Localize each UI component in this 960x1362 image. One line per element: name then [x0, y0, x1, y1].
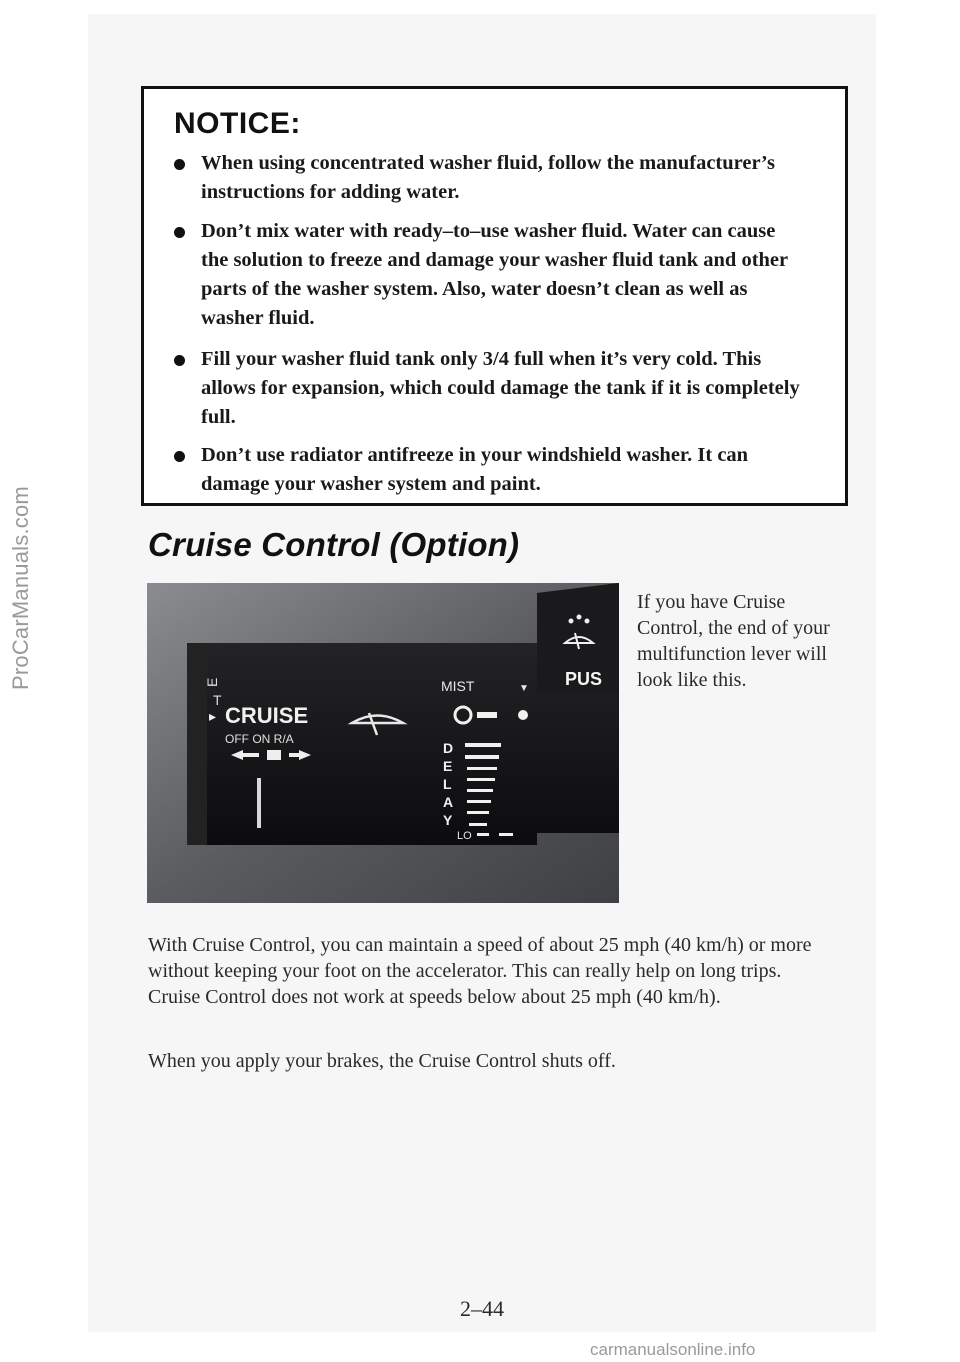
delay-letter: E: [443, 758, 453, 774]
et-label: E: [204, 677, 220, 687]
cruise-lever-photo: [147, 583, 619, 903]
lo-label: LO: [457, 830, 472, 842]
paragraph: When you apply your brakes, the Cruise Control shuts off.: [148, 1050, 616, 1072]
notice-item: [174, 149, 804, 207]
section-title: Cruise Control (Option): [148, 526, 520, 563]
notice-item-text: Don’t use radiator antifreeze in your windshield washer. It can damage your washer system and paint.: [201, 444, 749, 495]
cruise-label: CRUISE: [225, 703, 309, 728]
svg-text:▼: ▼: [519, 683, 529, 694]
mist-label: MIST: [441, 678, 475, 694]
notice-item: [174, 441, 804, 499]
notice-title: NOTICE:: [174, 107, 301, 140]
side-watermark: ProCarManuals.com: [8, 486, 33, 690]
notice-box: [141, 86, 848, 506]
bullet-icon: [174, 159, 185, 170]
delay-letter: A: [443, 794, 454, 810]
notice-item-text: Don’t mix water with ready–to–use washer fluid. Water can cause the solution to freeze and damage your washer fluid tank and other parts of the washer system. Also, water doesn’t clean as well as washer fluid.: [201, 220, 788, 329]
notice-item-text: When using concentrated washer fluid, follow the manufacturer’s instructions for adding water.: [201, 152, 775, 203]
bullet-icon: [174, 355, 185, 366]
paragraph: With Cruise Control, you can maintain a speed of about 25 mph (40 km/h) or more without keeping your foot on the accelerator. This can really help on long trips. Cruise Control does not work at speeds below about 25 mph (40 km/h).: [148, 934, 812, 1008]
delay-letter: L: [443, 776, 452, 792]
svg-text:▸: ▸: [209, 708, 217, 724]
figure-caption: If you have Cruise Control, the end of your multifunction lever will look like this.: [637, 591, 830, 691]
notice-item-text: Fill your washer fluid tank only 3/4 full when it’s very cold. This allows for expansion, which could damage the tank if it is completely full.: [201, 348, 800, 428]
delay-letter: D: [443, 740, 454, 756]
et-label: T: [213, 692, 222, 708]
page-number: 2–44: [460, 1296, 504, 1321]
lever-illustration: [147, 583, 619, 903]
bullet-icon: [174, 451, 185, 462]
notice-item: [174, 345, 804, 432]
cruise-modes-label: OFF ON R/A: [225, 732, 294, 746]
bullet-icon: [174, 227, 185, 238]
footer-watermark: carmanualsonline.info: [590, 1340, 756, 1359]
push-label: PUS: [565, 669, 603, 689]
notice-item: [174, 217, 804, 333]
delay-letter: Y: [443, 812, 453, 828]
